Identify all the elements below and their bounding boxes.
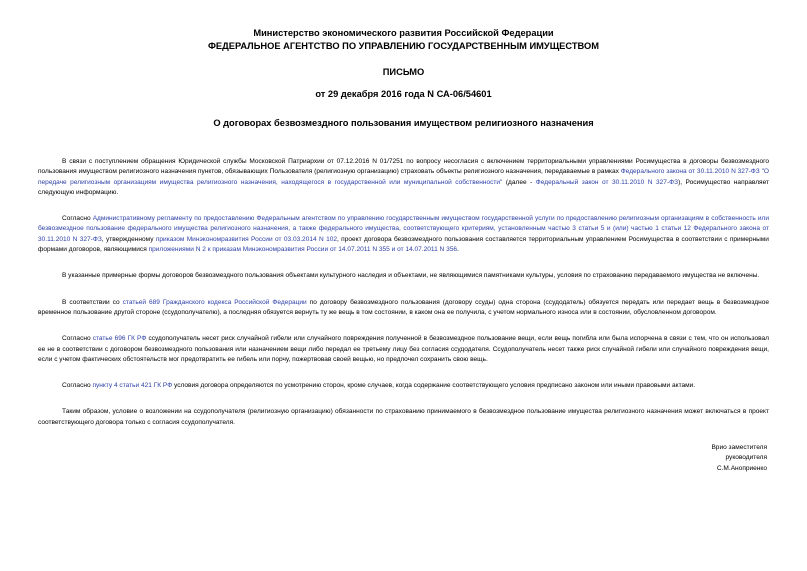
- ministry-name: Министерство экономического развития Российской Федерации: [253, 28, 554, 38]
- paragraph-text: , утвержденному: [101, 235, 156, 243]
- paragraph-text: .: [457, 246, 459, 254]
- paragraph-text: Согласно: [62, 215, 93, 223]
- paragraph-text: Таким образом, условие о возложении на ссудополучателя (религиозную организацию) обязанности по страхованию принимаемого в безвозмездное пользование имущества религиозного назначения может включаться в проект соответствующего договора только с согласия ссудополучателя.: [38, 408, 769, 426]
- paragraph-text: Согласно: [62, 335, 93, 343]
- link-administrative-regulation[interactable]: Административному регламенту по предоставлению Федеральным агентством по управлению государственным имуществом государственной услуги по предоставлению религиозным организациям в собственность или безвозмездное пользование федерального имущества религиозного назначения, а также федерального имущества, соответствующего критериям, установленным частью 3 статьи 5 и (или) частью 1 статьи 12 Федерального закона от 30.11.2010 N 327-ФЗ: [38, 215, 769, 243]
- paragraph-text: Согласно: [62, 382, 93, 390]
- link-federal-law-327-short[interactable]: Федеральный закон от 30.11.2010 N 327-ФЗ: [535, 178, 679, 186]
- agency-name: ФЕДЕРАЛЬНОЕ АГЕНТСТВО ПО УПРАВЛЕНИЮ ГОСУДАРСТВЕННЫМ ИМУЩЕСТВОМ: [208, 41, 599, 51]
- link-civil-code-article-696[interactable]: статье 696 ГК РФ: [92, 335, 147, 343]
- paragraph-2: [38, 214, 769, 255]
- paragraph-text: по договору безвозмездного пользования (договору ссуды) одна сторона (ссудодатель) обязуется передать или передает вещь в безвозмездное временное пользование другой стороне (ссудополучателю), а последняя обязуется вернуть ту же вещь в том состоянии, в каком она ее получила, с учетом нормального износа или в состоянии, обусловленном договором.: [38, 298, 769, 316]
- paragraph-6: [38, 381, 769, 391]
- link-orders-355-356[interactable]: приложениями N 2 к приказам Минэкономразвития России от 14.07.2011 N 355 и от 14.07.2011 N 356: [148, 246, 458, 254]
- link-order-102[interactable]: приказом Минэкономразвития России от 03.03.2014 N 102: [155, 235, 337, 243]
- signature-position: Врио заместителя: [711, 444, 767, 451]
- signature-block: [711, 443, 767, 474]
- document-date-number: от 29 декабря 2016 года N СА-06/54601: [315, 89, 492, 99]
- paragraph-text: В указанные примерные формы договоров безвозмездного пользования объектами культурного наследия и объектами, не являющимися памятниками культуры, условия по страхованию передаваемого имущества не включены.: [62, 272, 760, 280]
- paragraph-3: [38, 271, 769, 281]
- link-civil-code-article-421[interactable]: пункту 4 статьи 421 ГК РФ: [92, 382, 173, 390]
- paragraph-text: ссудополучатель несет риск случайной гибели или случайного повреждения полученной в безвозмездное пользование вещи, если вещь погибла или была испорчена в связи с тем, что он использовал ее не в соответствии с договором безвозмездного пользования или назначением вещи либо передал ее третьему лицу без согласия ссудодателя. Ссудополучатель несет также риск случайной гибели или случайного повреждения вещи, если с учетом фактических обстоятельств мог предотвратить ее гибель или порчу, пожертвовав своей вещью, но предпочел сохранить свою вещь.: [38, 335, 769, 363]
- signature-name: С.М.Аноприенко: [716, 464, 767, 472]
- paragraph-7: [38, 407, 769, 428]
- paragraph-text: условия договора определяются по усмотрению сторон, кроме случаев, когда содержание соответствующего условия предписано законом или иными правовыми актами.: [172, 382, 696, 390]
- document-type: ПИСЬМО: [382, 67, 425, 77]
- paragraph-text: В связи с поступлением обращения Юридической службы Московской Патриархии от 07.12.2016 N 01/7251 по вопросу несогласия с включением территориальными управлениями Росимущества в договоры безвозмездного пользования имуществом религиозного назначения пунктов, обязывающих Пользователя (религиозную организацию) страховать объекты религиозного назначения, передаваемые в рамках: [38, 158, 769, 176]
- letter-body: [38, 157, 769, 444]
- paragraph-1: [38, 157, 769, 198]
- paragraph-text: В соответствии со: [62, 298, 123, 306]
- document-subject: О договорах безвозмездного пользования имуществом религиозного назначения: [213, 118, 594, 128]
- link-civil-code-article-689[interactable]: статьей 689 Гражданского кодекса Российской Федерации: [122, 298, 307, 306]
- link-federal-law-327[interactable]: Федерального закона от 30.11.2010 N 327-ФЗ "О передаче религиозным организациям имущества религиозного назначения, находящегося в государственной или муниципальной собственности": [38, 168, 769, 186]
- paragraph-4: [38, 298, 769, 319]
- paragraph-text: (далее -: [502, 178, 536, 186]
- paragraph-5: [38, 334, 769, 365]
- paragraph-text: , проект договора безвозмездного пользования составляется территориальным управлением Росимущества в соответствии с примерными формами договоров, являющимися: [38, 235, 769, 254]
- paragraph-text: ), Росимущество направляет следующую информацию.: [38, 178, 770, 196]
- signature-role: руководителя: [725, 454, 767, 462]
